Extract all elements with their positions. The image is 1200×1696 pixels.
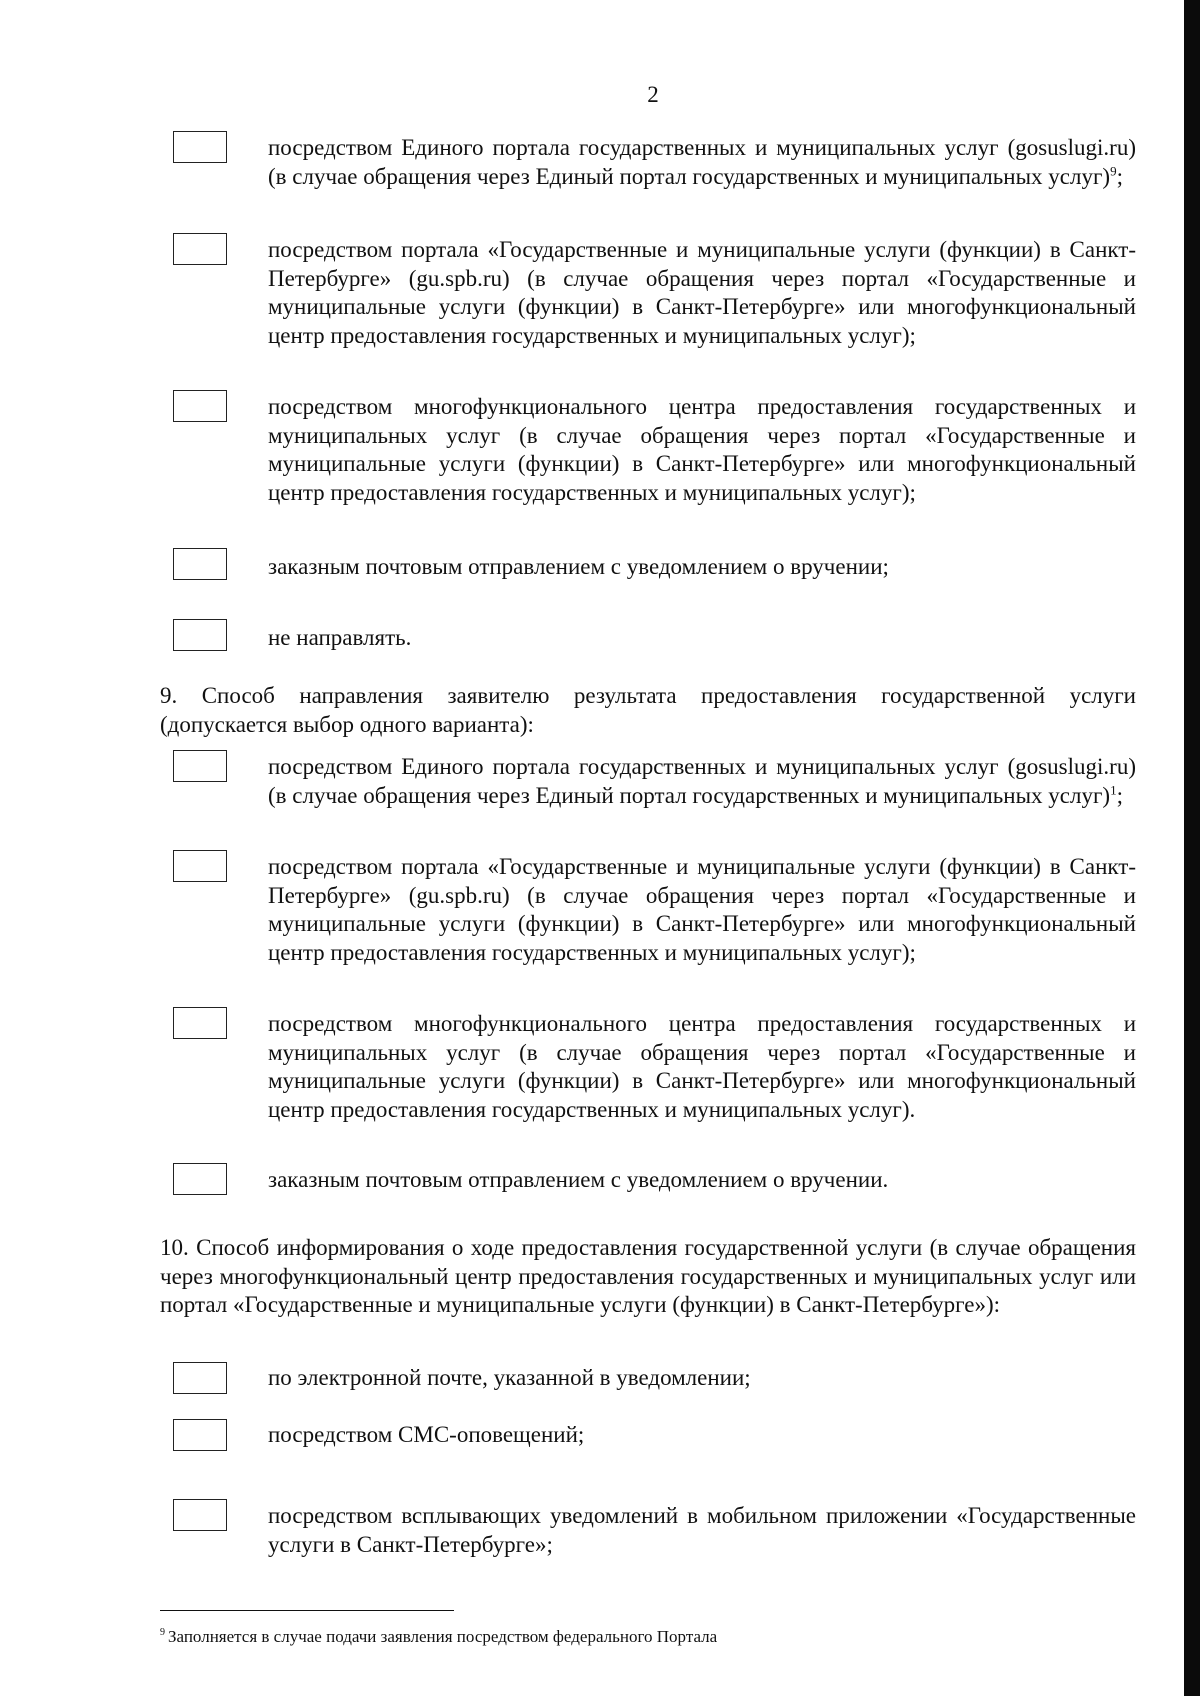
section-10-heading: 10. Способ информирования о ходе предоставления государственной услуги (в случае обращения через многофункциональный центр предоставления государственных и муниципальных услуг или портал «Государственные и муниципальные услуги (функции) в Санкт-Петербурге»): [160, 1235, 1136, 1318]
option-label: посредством портала «Государственные и муниципальные услуги (функции) в Санкт-Петербурге» (gu.spb.ru) (в случае обращения через портал «Государственные и муниципальные услуги (функции) в Санкт-Петербурге» или многофункциональный центр предоставления государственных и муниципальных услуг); [268, 854, 1136, 965]
checkbox[interactable] [173, 390, 227, 422]
section-9-heading: 9. Способ направления заявителю результата предоставления государственной услуги (допускается выбор одного варианта): [160, 683, 1136, 737]
footnote-marker: 9 [160, 1627, 165, 1639]
checkbox[interactable] [173, 548, 227, 580]
checkbox[interactable] [173, 619, 227, 651]
page-number: 2 [647, 82, 659, 107]
option-label: заказным почтовым отправлением с уведомлением о вручении. [268, 1167, 889, 1192]
option-label: заказным почтовым отправлением с уведомлением о вручении; [268, 554, 889, 579]
checkbox[interactable] [173, 1499, 227, 1531]
checkbox[interactable] [173, 1419, 227, 1451]
checkbox[interactable] [173, 750, 227, 782]
scan-edge [1184, 0, 1200, 1696]
option-label: посредством Единого портала государственных и муниципальных услуг (gosuslugi.ru) (в случае обращения через Единый портал государственных и муниципальных услуг) [268, 135, 1136, 189]
option-label: не направлять. [268, 625, 412, 650]
option-label: посредством многофункционального центра предоставления государственных и муниципальных услуг (в случае обращения через портал «Государственные и муниципальные услуги (функции) в Санкт-Петербурге» или многофункциональный центр предоставления государственных и муниципальных услуг). [268, 1011, 1136, 1122]
footnote-text: Заполняется в случае подачи заявления посредством федерального Портала [168, 1627, 718, 1646]
option-label: посредством всплывающих уведомлений в мобильном приложении «Государственные услуги в Санкт-Петербурге»; [268, 1503, 1136, 1557]
checkbox[interactable] [173, 850, 227, 882]
checkbox[interactable] [173, 233, 227, 265]
option-label: по электронной почте, указанной в уведомлении; [268, 1365, 751, 1390]
checkbox[interactable] [173, 1163, 227, 1195]
option-label: посредством СМС-оповещений; [268, 1422, 585, 1447]
checkbox[interactable] [173, 1362, 227, 1394]
option-label: посредством многофункционального центра предоставления государственных и муниципальных услуг (в случае обращения через портал «Государственные и муниципальные услуги (функции) в Санкт-Петербурге» или многофункциональный центр предоставления государственных и муниципальных услуг); [268, 394, 1136, 505]
checkbox[interactable] [173, 131, 227, 163]
footnote [160, 1626, 1140, 1648]
option-label: посредством Единого портала государственных и муниципальных услуг (gosuslugi.ru) (в случае обращения через Единый портал государственных и муниципальных услуг) [268, 754, 1136, 808]
footnote-ref: 9 [1110, 162, 1117, 178]
option-label: посредством портала «Государственные и муниципальные услуги (функции) в Санкт-Петербурге» (gu.spb.ru) (в случае обращения через портал «Государственные и муниципальные услуги (функции) в Санкт-Петербурге» или многофункциональный центр предоставления государственных и муниципальных услуг); [268, 237, 1136, 348]
footnote-ref: 1 [1110, 781, 1117, 797]
checkbox[interactable] [173, 1007, 227, 1039]
footnote-separator [160, 1610, 454, 1611]
